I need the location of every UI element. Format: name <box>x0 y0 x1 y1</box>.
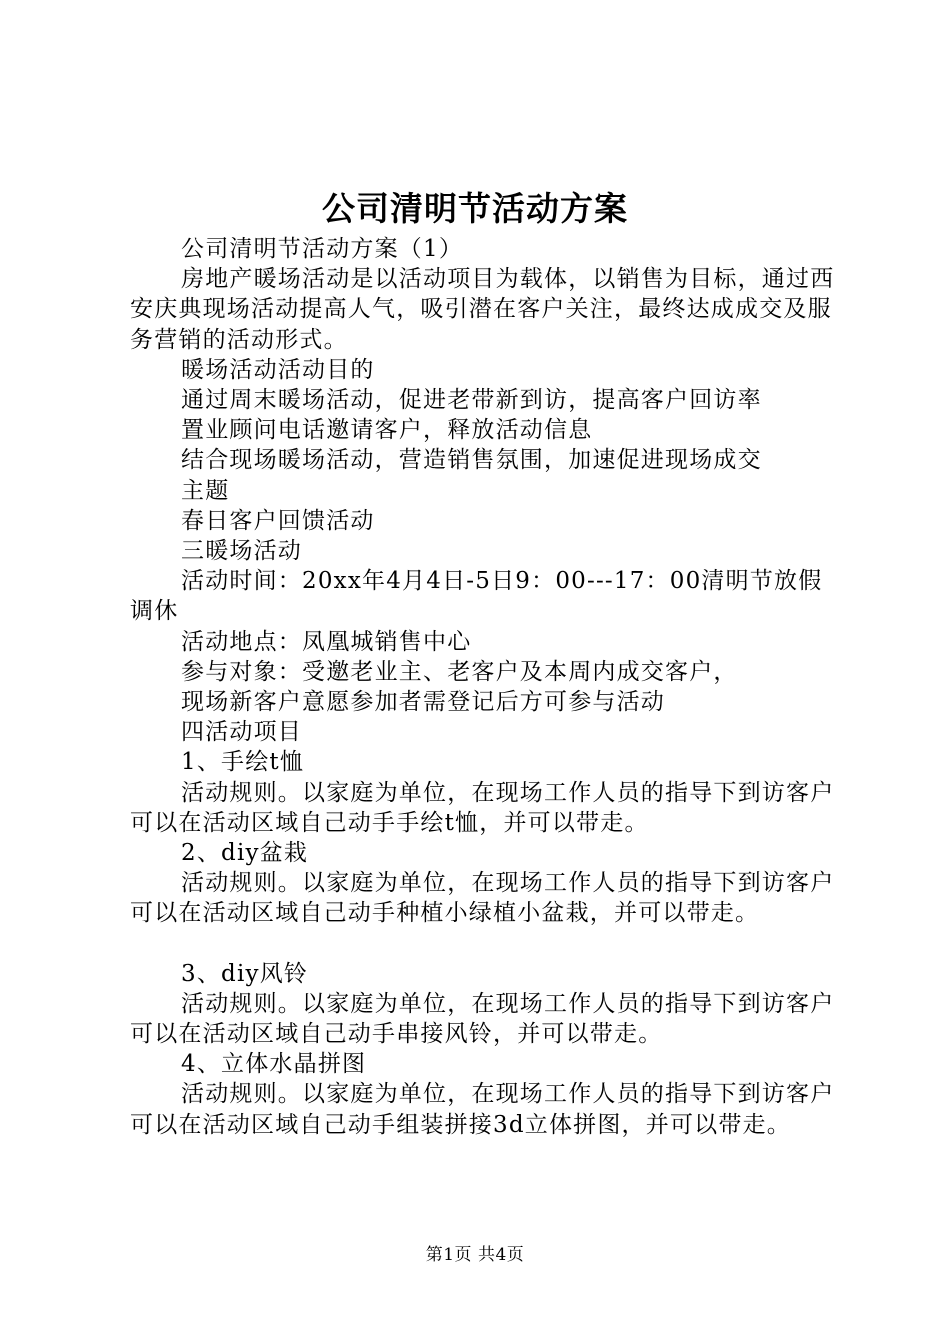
paragraph: 2、diy盆栽 <box>181 840 309 867</box>
paragraph: 活动时间：20xx年4月4日-5日9：00---17：00清明节放假调休 <box>130 568 823 625</box>
paragraph: 结合现场暖场活动，营造销售氛围，加速促进现场成交 <box>181 447 762 474</box>
paragraph: 四活动项目 <box>181 719 302 746</box>
paragraph: 现场新客户意愿参加者需登记后方可参与活动 <box>181 689 665 716</box>
paragraph: 三暖场活动 <box>181 538 302 565</box>
paragraph: 活动规则。以家庭为单位，在现场工作人员的指导下到访客户可以在活动区域自己动手串接风铃，并可以带走。 <box>130 990 835 1048</box>
paragraph: 活动规则。以家庭为单位，在现场工作人员的指导下到访客户可以在活动区域自己动手种植小绿植小盆栽，并可以带走。 <box>130 870 835 927</box>
paragraph: 主题 <box>181 477 230 504</box>
paragraph: 活动地点：凤凰城销售中心 <box>181 628 472 655</box>
paragraph: 房地产暖场活动是以活动项目为载体，以销售为目标，通过西安庆典现场活动提高人气，吸引潜在客户关注，最终达成成交及服务营销的活动形式。 <box>130 266 835 353</box>
paragraph: 活动规则。以家庭为单位，在现场工作人员的指导下到访客户可以在活动区域自己动手组装拼接3d立体拼图，并可以带走。 <box>130 1081 835 1138</box>
paragraph: 1、手绘t恤 <box>181 749 305 776</box>
paragraph: 置业顾问电话邀请客户，释放活动信息 <box>181 417 593 444</box>
paragraph: 活动规则。以家庭为单位，在现场工作人员的指导下到访客户可以在活动区域自己动手手绘t恤，并可以带走。 <box>130 779 835 836</box>
paragraph: 4、立体水晶拼图 <box>181 1051 367 1078</box>
document-body <box>130 234 840 1140</box>
paragraph: 3、diy风铃 <box>181 960 309 987</box>
paragraph: 公司清明节活动方案（1） <box>181 236 464 262</box>
page-footer: 第1页 共4页 <box>425 1245 525 1265</box>
paragraph: 通过周末暖场活动，促进老带新到访，提高客户回访率 <box>181 387 762 414</box>
paragraph: 参与对象：受邀老业主、老客户及本周内成交客户， <box>181 658 738 685</box>
document-title: 公司清明节活动方案 <box>322 189 628 228</box>
paragraph: 暖场活动活动目的 <box>181 356 375 383</box>
paragraph: 春日客户回馈活动 <box>181 507 375 534</box>
